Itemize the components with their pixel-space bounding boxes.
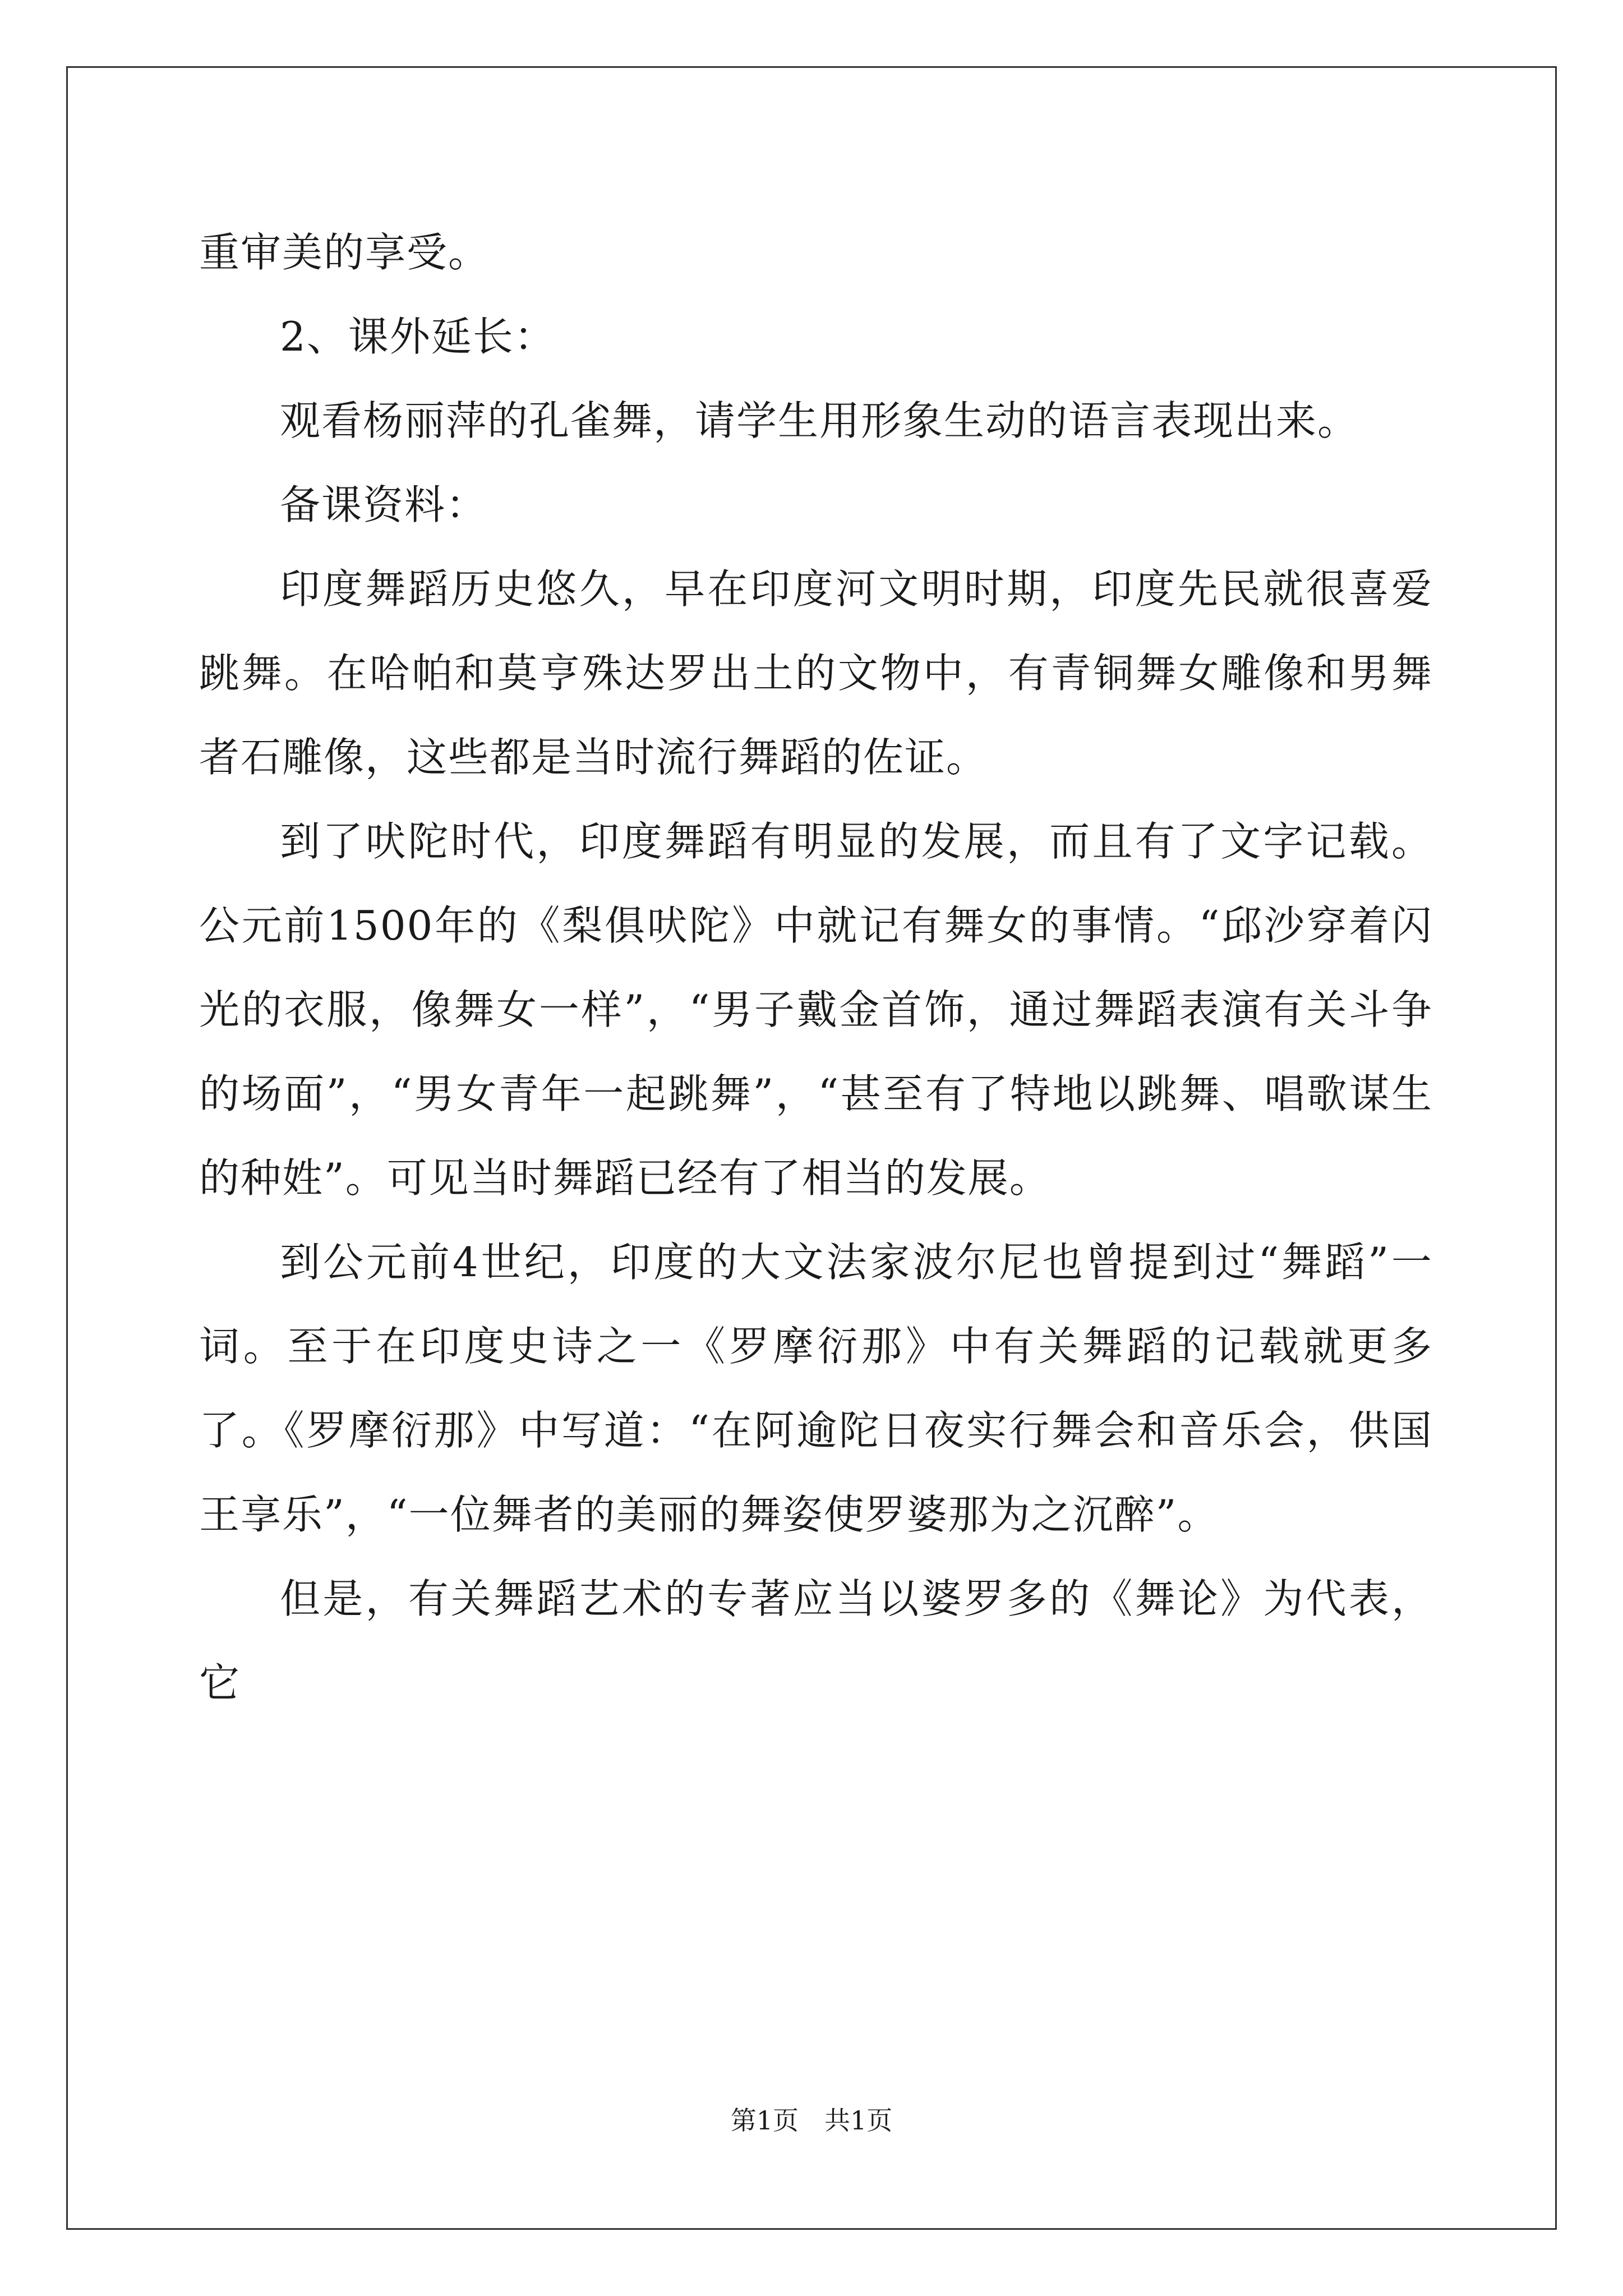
- paragraph: 印度舞蹈历史悠久，早在印度河文明时期，印度先民就很喜爱跳舞。在哈帕和莫亨殊达罗出土的文物中，有青铜舞女雕像和男舞者石雕像，这些都是当时流行舞蹈的佐证。: [199, 565, 1433, 781]
- page-number: 第1页: [730, 2105, 799, 2136]
- paragraph: 备课资料：: [280, 481, 488, 528]
- page-footer: [0, 2104, 1623, 2137]
- page-total: 共1页: [824, 2105, 893, 2136]
- paragraph: 观看杨丽萍的孔雀舞，请学生用形象生动的语言表现出来。: [280, 397, 1359, 444]
- paragraph: 2、课外延长：: [280, 313, 556, 360]
- paragraph: 到了吠陀时代，印度舞蹈有明显的发展，而且有了文字记载。公元前1500年的《梨俱吠陀》中就记有舞女的事情。“邱沙穿着闪光的衣服，像舞女一样”，“男子戴金首饰，通过舞蹈表演有关斗争的场面”，“男女青年一起跳舞”，“甚至有了特地以跳舞、唱歌谋生的种姓”。可见当时舞蹈已经有了相当的发展。: [199, 818, 1433, 1202]
- paragraph: 重审美的享受。: [199, 229, 490, 276]
- document-body: [199, 210, 1433, 1725]
- paragraph: 到公元前4世纪，印度的大文法家波尔尼也曾提到过“舞蹈”一词。至于在印度史诗之一《罗摩衍那》中有关舞蹈的记载就更多了。《罗摩衍那》中写道：“在阿逾陀日夜实行舞会和音乐会，供国王享乐”，“一位舞者的美丽的舞姿使罗婆那为之沉醉”。: [199, 1239, 1433, 1538]
- paragraph: 但是，有关舞蹈艺术的专著应当以婆罗多的《舞论》为代表，它: [199, 1575, 1433, 1706]
